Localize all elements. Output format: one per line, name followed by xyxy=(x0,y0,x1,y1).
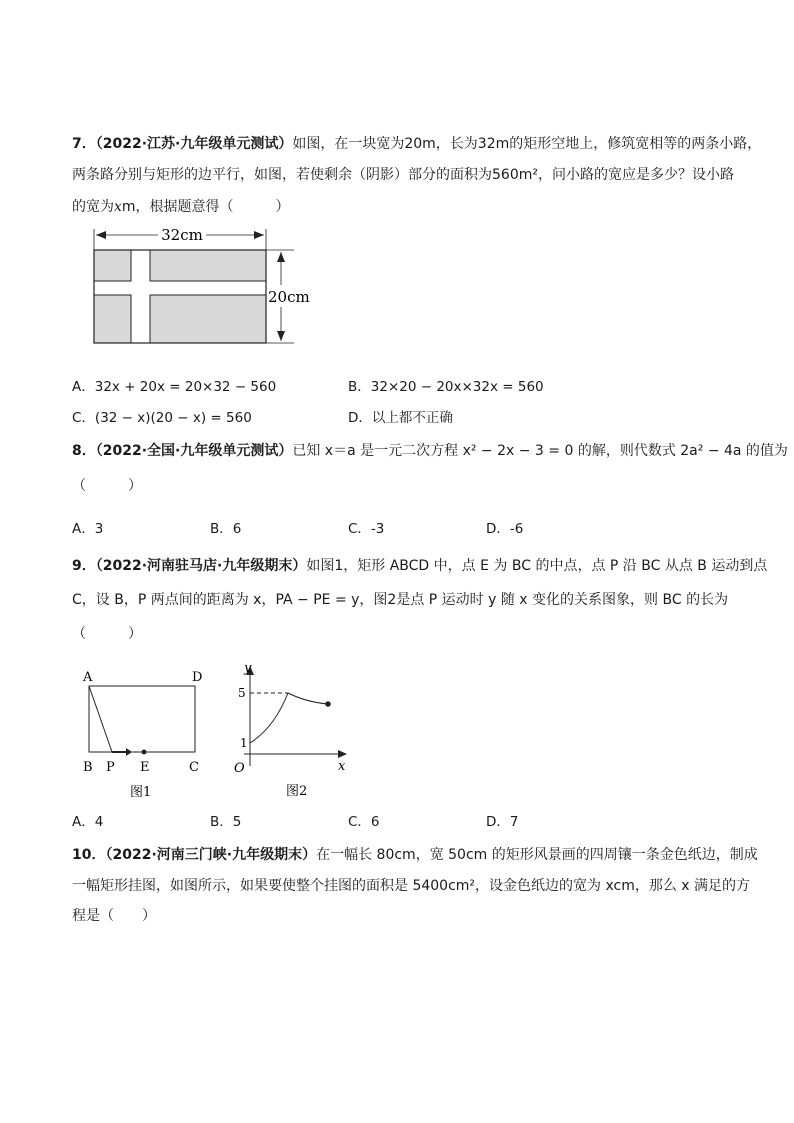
q9-text-3: （ ） xyxy=(72,626,142,642)
q7-line-3 xyxy=(72,197,290,217)
q9-arrow-icon xyxy=(126,748,132,756)
q9-figure-2 xyxy=(230,662,360,804)
q9-label-a: A xyxy=(83,670,93,685)
q9-rectangle-abcd xyxy=(89,686,195,752)
q9-source: （2022·河南驻马店·九年级期末） xyxy=(95,558,307,574)
q10-text-1: 在一幅长 80cm，宽 50cm 的矩形风景画的四周镶一条金色纸边，制成 xyxy=(316,847,758,863)
q9-curve-falling xyxy=(288,693,328,704)
q9-text-2: C，设 B，P 两点间的距离为 x，PA − PE = y，图2是点 P 运动时 y 随 x 变化的关系图象，则 BC 的长为 xyxy=(72,592,729,608)
q10-line-2 xyxy=(72,876,750,896)
q9-option-b: B．5 xyxy=(210,814,242,830)
q9-label-e: E xyxy=(140,760,150,775)
q9-label-c: C xyxy=(189,760,199,775)
q10-text-3: 程是（ ） xyxy=(72,908,156,924)
q8-number: 8． xyxy=(72,443,96,459)
q9-figure-1-caption: 图1 xyxy=(130,785,152,800)
q9-option-a: A．4 xyxy=(72,814,104,830)
q9-line-3 xyxy=(72,624,142,644)
q9-option-d: D．7 xyxy=(486,814,519,830)
q10-line-1 xyxy=(72,845,758,865)
q9-point-e xyxy=(142,750,147,755)
q7-figure xyxy=(82,215,322,355)
q9-curve-endpoint xyxy=(325,701,331,707)
q7-shaded-regions xyxy=(94,250,266,343)
q9-label-p: P xyxy=(106,760,115,775)
q7-width-label: 32cm xyxy=(161,226,203,244)
q10-text-2: 一幅矩形挂图，如图所示，如果要使整个挂图的面积是 5400cm²，设金色纸边的宽为 xcm，那么 x 满足的方 xyxy=(72,878,751,894)
q10-source: （2022·河南三门峡·九年级期末） xyxy=(105,847,317,863)
q9-option-c: C．6 xyxy=(348,814,380,830)
q9-x-axis-label: x xyxy=(338,759,346,774)
q8-text-1: 已知 x＝a 是一元二次方程 x² − 2x − 3 = 0 的解，则代数式 2a² − 4a 的值为 xyxy=(292,443,788,459)
q8-text-2: （ ） xyxy=(72,478,142,494)
q9-text-1: 如图1，矩形 ABCD 中，点 E 为 BC 的中点，点 P 沿 BC 从点 B 运动到点 xyxy=(306,558,768,574)
q8-option-c: C．-3 xyxy=(348,521,385,537)
q8-line-1 xyxy=(72,441,788,461)
q9-origin-label: O xyxy=(234,761,245,776)
q7-option-c: C．(32 − x)(20 − x) = 560 xyxy=(72,410,252,426)
q7-line-1 xyxy=(72,134,761,154)
q7-text-2: 两条路分别与矩形的边平行，如图，若使剩余（阴影）部分的面积为560m²，问小路的宽应是多少？设小路 xyxy=(72,167,734,183)
q9-tick-1: 1 xyxy=(240,736,248,750)
q8-option-b: B．6 xyxy=(210,521,242,537)
q9-line-1 xyxy=(72,556,767,576)
q9-number: 9． xyxy=(72,558,96,574)
q9-segment-pa xyxy=(89,686,112,752)
q8-source: （2022·全国·九年级单元测试） xyxy=(95,443,293,459)
q7-line-2 xyxy=(72,165,734,185)
q9-figure-2-caption: 图2 xyxy=(286,784,308,799)
q7-option-b: B．32×20 − 20x×32x = 560 xyxy=(348,379,544,395)
q9-y-axis-label: y xyxy=(244,662,252,676)
q9-label-b: B xyxy=(83,760,93,775)
q8-line-2 xyxy=(72,476,142,496)
q9-figure-1 xyxy=(74,664,224,804)
q9-curve-rising xyxy=(250,693,288,743)
q8-option-a: A．3 xyxy=(72,521,104,537)
q8-option-d: D．-6 xyxy=(486,521,524,537)
q7-source: （2022·江苏·九年级单元测试） xyxy=(95,136,293,152)
q7-text-3a: 的宽为 xyxy=(72,199,114,215)
q7-text-3b: m，根据题意得（ ） xyxy=(121,199,290,215)
q7-option-a: A．32x + 20x = 20×32 − 560 xyxy=(72,379,277,395)
q9-label-d: D xyxy=(192,670,203,685)
q10-number: 10． xyxy=(72,847,106,863)
q7-var-x: x xyxy=(114,199,122,215)
q7-height-label: 20cm xyxy=(268,288,310,306)
q7-text-1: 如图，在一块宽为20m，长为32m的矩形空地上，修筑宽相等的两条小路， xyxy=(292,136,762,152)
q9-tick-5: 5 xyxy=(238,686,246,700)
q10-line-3 xyxy=(72,906,156,926)
q7-option-d: D．以上都不正确 xyxy=(348,410,453,426)
q9-line-2 xyxy=(72,590,728,610)
q7-number: 7． xyxy=(72,136,96,152)
